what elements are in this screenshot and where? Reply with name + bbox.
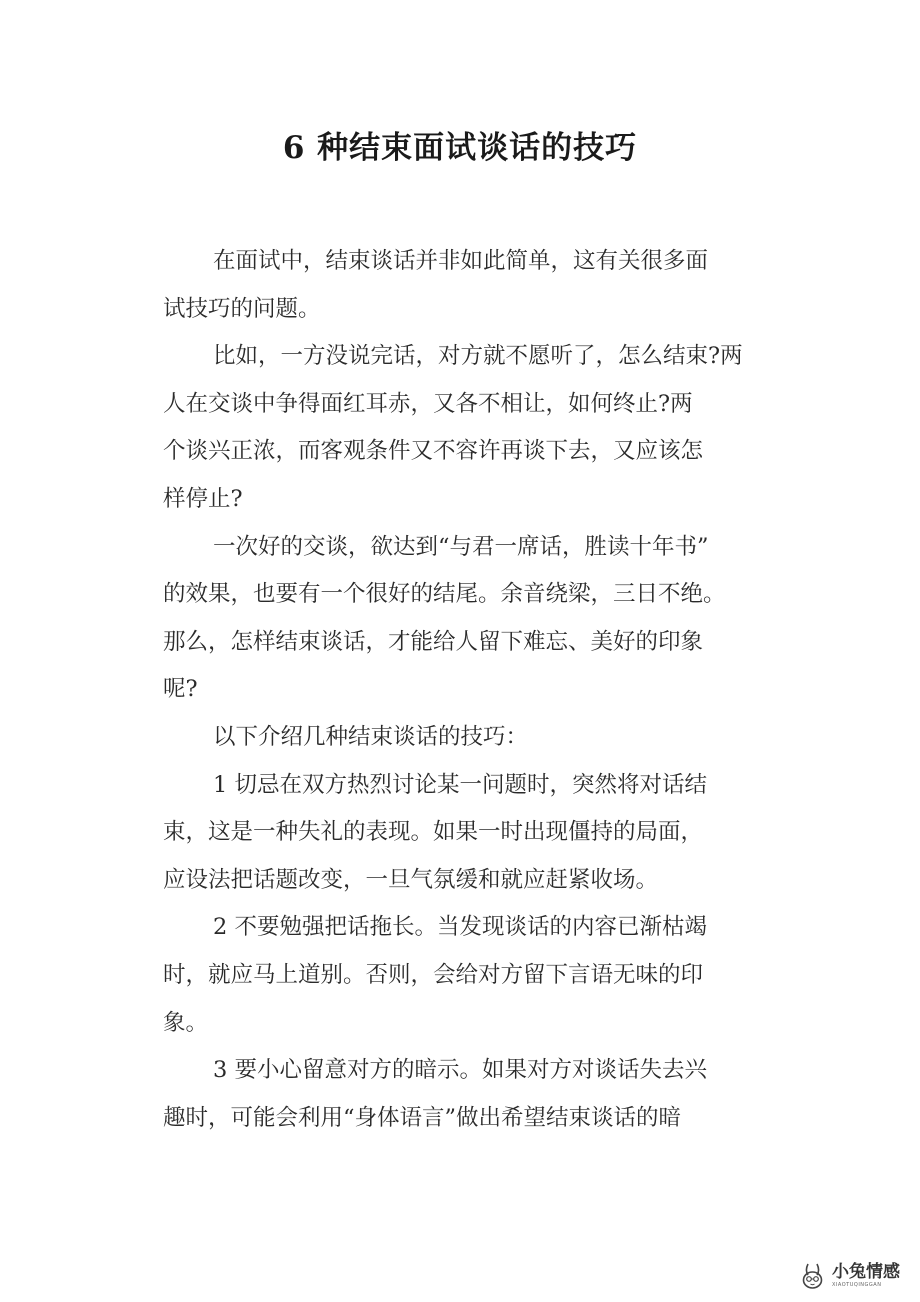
page-title: 6 种结束面试谈话的技巧 bbox=[282, 130, 638, 166]
text-line: 试技巧的问题。 bbox=[163, 295, 321, 322]
text-line: 的效果，也要有一个很好的结尾。余音绕梁，三日不绝。 bbox=[163, 581, 726, 608]
rabbit-logo-icon bbox=[797, 1260, 829, 1292]
watermark-text: 小兔情感 bbox=[832, 1262, 900, 1282]
text-line: 以下介绍几种结束谈话的技巧： bbox=[213, 723, 529, 750]
watermark bbox=[797, 1258, 912, 1294]
text-line: 在面试中，结束谈话并非如此简单，这有关很多面 bbox=[213, 248, 709, 274]
watermark-subtext: XIAOTUQINGGAN bbox=[832, 1282, 882, 1288]
document-body bbox=[163, 238, 803, 1142]
text-line: 时，就应马上道别。否则，会给对方留下言语无味的印 bbox=[163, 961, 704, 988]
text-line: 比如，一方没说完话，对方就不愿听了，怎么结束?两 bbox=[213, 343, 743, 370]
text-line: 一次好的交谈，欲达到“与君一席话，胜读十年书” bbox=[213, 533, 709, 560]
text-line: 束，这是一种失礼的表现。如果一时出现僵持的局面， bbox=[163, 819, 704, 846]
text-line: 象。 bbox=[163, 1009, 209, 1036]
text-line: 个谈兴正浓，而客观条件又不容许再谈下去，又应该怎 bbox=[163, 438, 704, 465]
text-line: 人在交谈中争得面红耳赤，又各不相让，如何终止?两 bbox=[163, 390, 693, 417]
text-line: 那么，怎样结束谈话，才能给人留下难忘、美好的印象 bbox=[163, 628, 704, 655]
text-line: 1 切忌在双方热烈讨论某一问题时，突然将对话结 bbox=[213, 771, 707, 798]
text-line: 应设法把话题改变，一旦气氛缓和就应赶紧收场。 bbox=[163, 866, 659, 893]
text-line: 3 要小心留意对方的暗示。如果对方对谈话失去兴 bbox=[213, 1057, 707, 1084]
text-line: 2 不要勉强把话拖长。当发现谈话的内容已渐枯竭 bbox=[213, 914, 707, 941]
text-line: 样停止? bbox=[163, 485, 243, 512]
text-line: 趣时，可能会利用“身体语言”做出希望结束谈话的暗 bbox=[163, 1104, 682, 1131]
text-line: 呢? bbox=[163, 676, 198, 703]
